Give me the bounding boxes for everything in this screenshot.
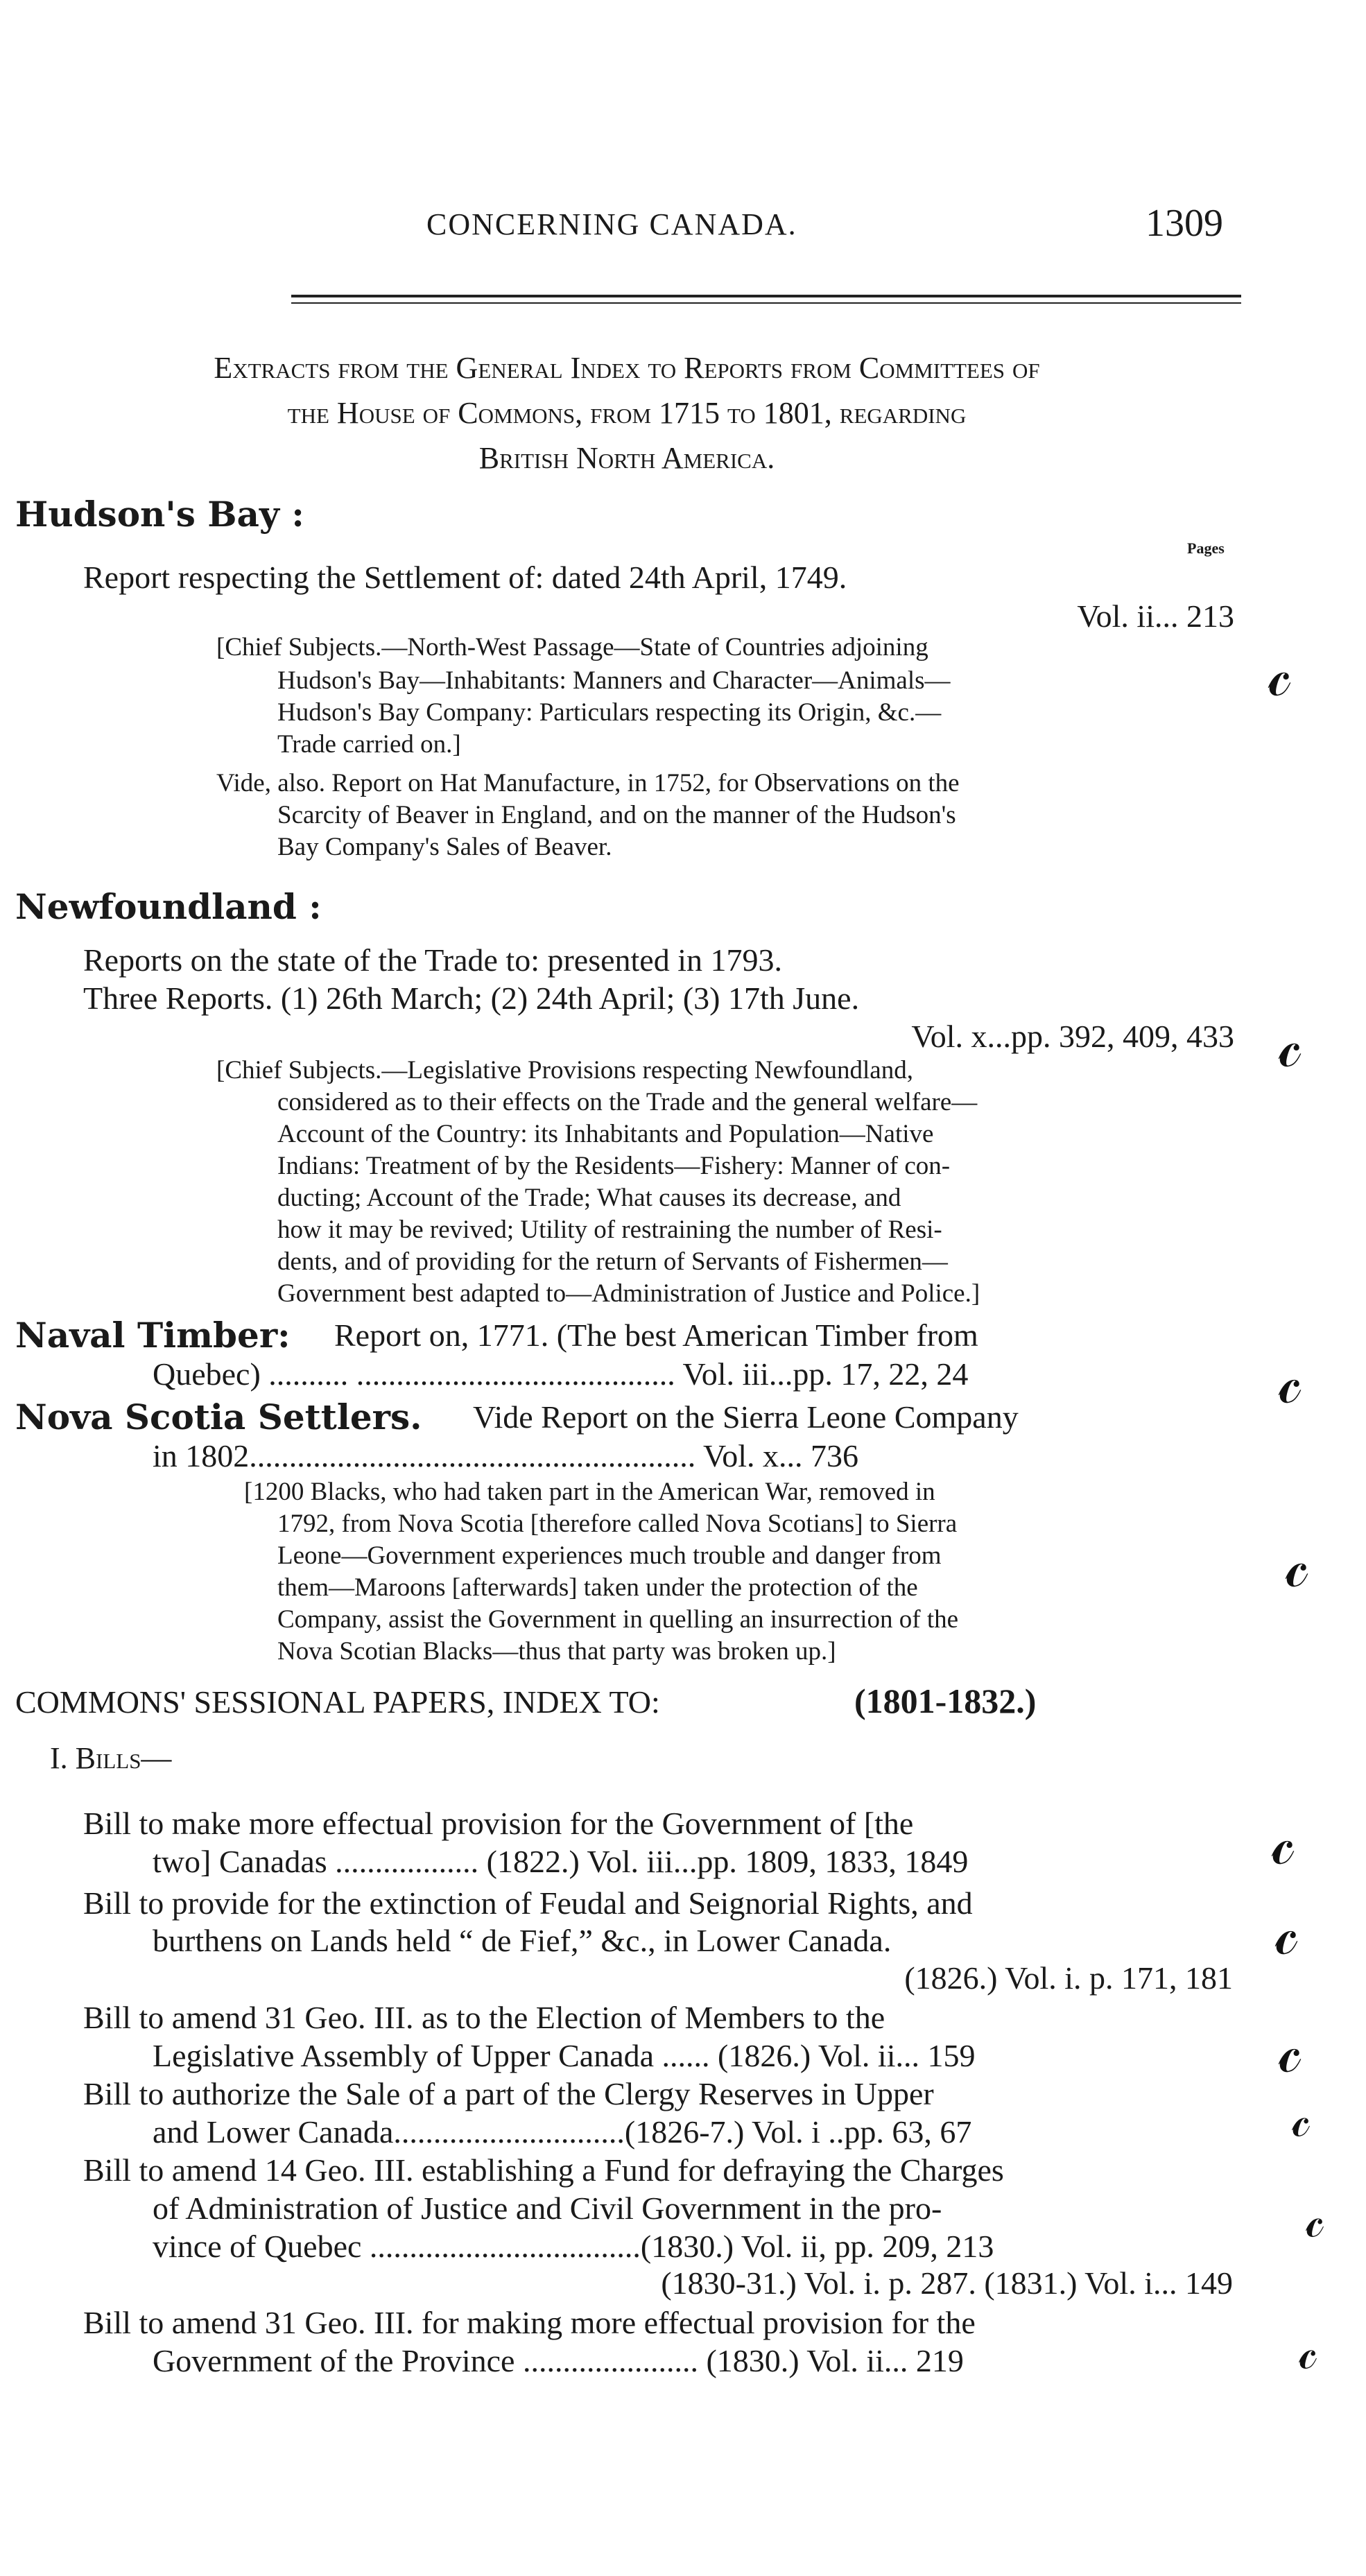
hudson-chief-3: Hudson's Bay Company: Particulars respecting its Origin, &c.— [277, 698, 942, 727]
extracts-title-line2: the House of Commons, from 1715 to 1801, regarding [287, 396, 967, 430]
bills-subheading: I. Bills— [50, 1741, 172, 1775]
margin-check-mark: 𝒸 [1268, 1343, 1308, 1419]
bill-line-2: two] Canadas .................. (1822.) Vol. iii...pp. 1809, 1833, 1849 [153, 1844, 969, 1879]
nova-note-1: [1200 Blacks, who had taken part in the American War, removed in [244, 1478, 935, 1506]
newfoundland-ref: Vol. x...pp. 392, 409, 433 [911, 1019, 1234, 1054]
bill-line-13: (1830-31.) Vol. i. p. 287. (1831.) Vol. i... 149 [661, 2265, 1233, 2301]
newfoundland-chief-3: Account of the Country: its Inhabitants and Population—Native [277, 1120, 934, 1148]
newfoundland-chief-1: [Chief Subjects.—Legislative Provisions respecting Newfoundland, [216, 1056, 913, 1084]
newfoundland-chief-8: Government best adapted to—Administration of Justice and Police.] [277, 1279, 980, 1308]
extracts-title-line3: British North America. [478, 441, 775, 475]
header-rule-bottom [291, 302, 1241, 304]
hudson-chief-4: Trade carried on.] [277, 730, 461, 759]
section-heading-hudsons-bay: Hudson's Bay : [15, 494, 304, 535]
margin-check-mark: 𝒸 [1261, 1804, 1301, 1880]
margin-check-mark: 𝒸 [1268, 2012, 1308, 2088]
nova-note-4: them—Maroons [afterwards] taken under the protection of the [277, 1573, 918, 1602]
margin-check-mark: 𝒸 [1283, 2089, 1315, 2150]
bill-line-4: burthens on Lands held “ de Fief,” &c., in Lower Canada. [153, 1923, 892, 1958]
nova-note-6: Nova Scotian Blacks—thus that party was broken up.] [277, 1637, 836, 1666]
bill-line-7: Legislative Assembly of Upper Canada ...... (1826.) Vol. ii... 159 [153, 2038, 976, 2073]
hudson-vide-1: Vide, also. Report on Hat Manufacture, in 1752, for Observations on the [216, 769, 960, 797]
margin-check-mark: 𝒸 [1275, 1527, 1315, 1602]
margin-check-mark: 𝒸 [1265, 1894, 1304, 1970]
margin-check-mark: 𝒸 [1297, 2189, 1329, 2250]
nova-note-5: Company, assist the Government in quelling an insurrection of the [277, 1605, 959, 1634]
bill-line-11: of Administration of Justice and Civil Government in the pro- [153, 2190, 942, 2226]
bill-line-5: (1826.) Vol. i. p. 171, 181 [904, 1960, 1233, 1996]
bill-line-12: vince of Quebec ..................................(1830.) Vol. ii, pp. 209, 213 [153, 2229, 994, 2264]
nova-note-3: Leone—Government experiences much trouble and danger from [277, 1541, 942, 1570]
bill-line-1: Bill to make more effectual provision for the Government of [the [83, 1806, 914, 1841]
naval-line1: Report on, 1771. (The best American Timber from [334, 1317, 978, 1353]
commons-years: (1801-1832.) [854, 1682, 1037, 1720]
bill-line-6: Bill to amend 31 Geo. III. as to the Election of Members to the [83, 2000, 885, 2035]
newfoundland-chief-2: considered as to their effects on the Trade and the general welfare— [277, 1088, 978, 1116]
newfoundland-chief-5: ducting; Account of the Trade; What causes its decrease, and [277, 1184, 901, 1212]
bill-line-15: Government of the Province ...................... (1830.) Vol. ii... 219 [153, 2343, 964, 2378]
newfoundland-chief-7: dents, and of providing for the return of Servants of Fishermen— [277, 1247, 948, 1276]
nova-note-2: 1792, from Nova Scotia [therefore called Nova Scotians] to Sierra [277, 1510, 958, 1538]
hudson-report-ref: Vol. ii... 213 [1077, 598, 1234, 634]
newfoundland-chief-4: Indians: Treatment of by the Residents—Fishery: Manner of con- [277, 1152, 951, 1180]
bill-line-14: Bill to amend 31 Geo. III. for making more effectual provision for the [83, 2305, 976, 2340]
margin-check-mark: 𝒸 [1268, 1007, 1308, 1082]
bill-line-8: Bill to authorize the Sale of a part of the Clergy Reserves in Upper [83, 2076, 934, 2111]
newfoundland-line1: Reports on the state of the Trade to: presented in 1793. [83, 942, 783, 978]
newfoundland-line2: Three Reports. (1) 26th March; (2) 24th April; (3) 17th June. [83, 980, 860, 1016]
margin-check-mark: 𝒸 [1290, 2321, 1322, 2382]
section-heading-nova-scotia-settlers: Nova Scotia Settlers. [15, 1397, 422, 1437]
section-heading-naval-timber: Naval Timber: [15, 1315, 291, 1356]
newfoundland-chief-6: how it may be revived; Utility of restraining the number of Resi- [277, 1216, 942, 1244]
bill-line-3: Bill to provide for the extinction of Feudal and Seignorial Rights, and [83, 1885, 973, 1921]
pages-column-label: Pages [1187, 539, 1225, 557]
naval-line2: Quebec) .......... ........................................ Vol. iii...pp. 17, 22, 24 [153, 1356, 969, 1392]
nova-line2: in 1802........................................................ Vol. x... 736 [153, 1438, 859, 1473]
hudson-vide-3: Bay Company's Sales of Beaver. [277, 833, 612, 861]
running-title: CONCERNING CANADA. [426, 207, 797, 241]
nova-line1: Vide Report on the Sierra Leone Company [473, 1399, 1019, 1435]
hudson-report-line: Report respecting the Settlement of: dated 24th April, 1749. [83, 560, 847, 595]
extracts-title-line1: Extracts from the General Index to Reports from Committees of [214, 351, 1040, 385]
page-number: 1309 [1145, 202, 1223, 245]
bill-line-9: and Lower Canada.............................(1826-7.) Vol. i ..pp. 63, 67 [153, 2114, 972, 2150]
section-heading-newfoundland: Newfoundland : [15, 886, 322, 927]
hudson-vide-2: Scarcity of Beaver in England, and on the manner of the Hudson's [277, 801, 956, 829]
hudson-chief-2: Hudson's Bay—Inhabitants: Manners and Character—Animals— [277, 666, 951, 695]
bill-line-10: Bill to amend 14 Geo. III. establishing a Fund for defraying the Charges [83, 2152, 1004, 2188]
margin-check-mark: 𝒸 [1258, 636, 1297, 711]
hudson-chief-1: [Chief Subjects.—North-West Passage—State of Countries adjoining [216, 633, 928, 662]
commons-heading: COMMONS' SESSIONAL PAPERS, INDEX TO: [15, 1684, 660, 1720]
header-rule-top [291, 295, 1241, 297]
